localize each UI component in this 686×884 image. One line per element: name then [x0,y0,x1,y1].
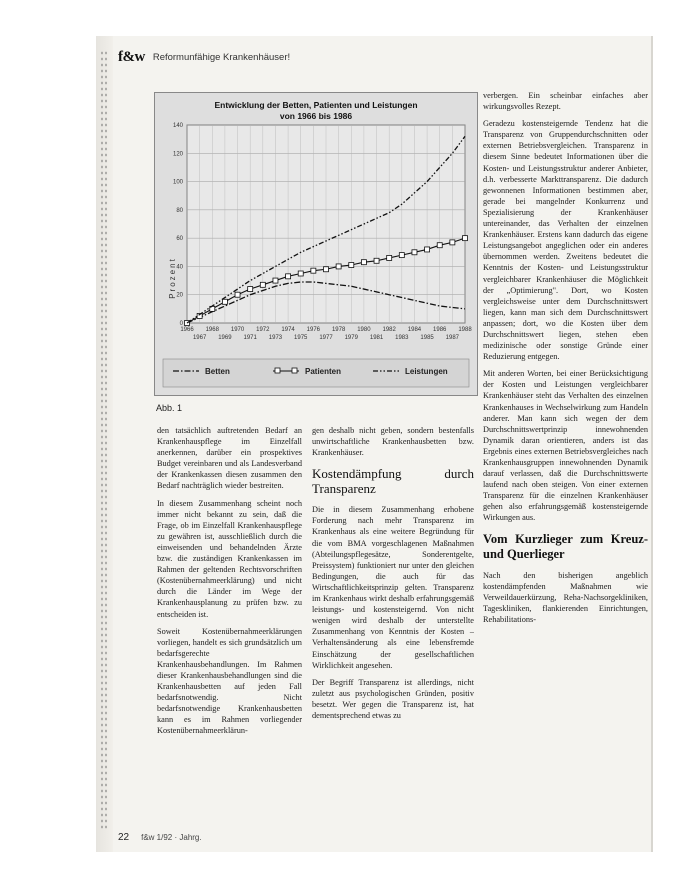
data-point-patienten [222,299,227,304]
y-tick-label: 120 [172,151,183,158]
chart-title: Entwicklung der Betten, Patienten und Leistungen [214,100,418,110]
data-point-patienten [273,278,278,283]
paragraph: Geradezu kostensteigernde Tendenz hat die Transparenz von Gruppendurchschnitten oder externen Betriebsvergleichen. Transparenz in diesem Sinne bedeutet Informationen über die Kosten- und Leistungsstruktur anderer Anbieter, d.h. verbesserte Markttransparenz. Die dadurch gewonnenen Informationen bestimmen aber, gerade bei mangelnder Konkurrenz und Spezialisierung der Krankenhäuser untereinander, das Verhalten der einzelnen Krankenhäuser. Erstens kann dadurch das eigene Leistungsangebot angeglichen oder ein anderes übernommen werden. Zweitens bedeutet die Kenntnis der Kosten- und Leistungsstruktur vergleichbarer Krankenhäuser die Möglichkeit der „Optimierung". Dort, wo Kosten vergleichsweise unter dem Durchschnittswert liegen, kann man sich dem Durchschnittswert anpassen; dort, wo die Kosten über dem Durchschnittswert liegen, stehen eben medizinische oder sonstige Gründe einer Reduzierung entgegen. [483,119,648,362]
x-tick-label: 1979 [344,335,358,341]
x-tick-label: 1976 [306,327,321,333]
x-tick-label: 1984 [407,327,422,333]
y-tick-label: 60 [176,236,183,243]
x-tick-label: 1982 [382,327,396,333]
data-point-patienten [450,240,455,245]
paragraph: Der Begriff Transparenz ist allerdings, nicht zuletzt aus psychologischen Gründen, positiv besetzt. Wer gegen die Transparenz ist, hat dementsprechend etwas zu [312,677,474,720]
x-tick-label: 1988 [458,327,472,333]
y-axis-label: Prozent [168,257,177,299]
data-point-patienten [387,255,392,260]
x-tick-label: 1987 [445,335,460,341]
paragraph: verbergen. Ein scheinbar einfaches aber wirkungsvolles Rezept. [483,91,648,112]
paragraph: Soweit Kostenübernahmeerklärungen vorliegen, handelt es sich grundsätzlich um bedarfsgerechte Krankenhausbehandlungen. Im Rahmen dieser Krankenhausbehandlungen sind die Krankenhausbetten auf jeden Fall bedarfsnotwendig. Nicht bedarfsnotwendige Krankenhausbetten kann es im Rahmen vorliegender Kostenübernahmeerklärun- [157,626,302,736]
x-tick-label: 1973 [268,335,283,341]
running-head: Reformunfähige Krankenhäuser! [152,51,291,63]
x-tick-label: 1985 [420,335,434,341]
x-tick-label: 1967 [192,335,207,341]
data-point-patienten [298,271,303,276]
journal-logo: f&w [118,48,145,65]
y-tick-label: 80 [176,207,183,214]
data-point-patienten [311,268,316,273]
data-point-patienten [412,250,417,255]
y-tick-label: 40 [176,264,183,271]
x-tick-label: 1970 [230,327,245,333]
section-heading: Kostendämpfung durch Transparenz [312,466,474,497]
legend-label-leistungen: Leistungen [405,367,448,376]
line-chart [154,92,478,396]
paragraph: gen deshalb nicht geben, sondern bestenfalls unwirtschaftliche Krankenhausbetten bzw. Krankenhäuser. [312,426,474,458]
data-point-patienten [248,287,253,292]
data-point-patienten [235,292,240,297]
x-tick-label: 1969 [218,335,232,341]
paragraph: den tatsächlich auftretenden Bedarf an Krankenhauspflege im Einzelfall anerkennen, darüber ein prospektives Budget vereinbaren und als Landesverband der Krankenkassen diesen zusammen den Bedarf nachträglich wieder bestreiten. [157,426,302,491]
chart-svg [155,93,477,395]
page-number: 22 [118,832,130,843]
paragraph: Mit anderen Worten, bei einer Berücksichtigung der Kosten und Leistungen vergleichbarer Krankenhäuser steht das Verhalten des einzelnen Krankenhauses in Wechselwirkung zum Handeln anderer. Man kann sich wegen der dem Durchschnittswertprinzip innewohnenden Dynamik daran orientieren, anders ist das Ergebnis eines externen Betriebsvergleiches nach Krankenhausgruppen innewohnenden Dynamik darauf verlassen, daß die Durchschnittswerte laufend nach oben steigen. Von einer externen Transparenz für die einzelnen Krankenhäuser gehen also erfahrungsgemäß kostensteigernde Wirkungen aus. [483,369,648,523]
y-tick-label: 0 [179,321,183,327]
data-point-patienten [361,260,366,265]
x-tick-label: 1974 [281,327,295,333]
x-tick-label: 1978 [331,327,346,333]
data-point-patienten [437,243,442,248]
paragraph: Die in diesem Zusammenhang erhobene Forderung nach mehr Transparenz im Krankenhaus als eine weitere Begründung für die vom BMA vorgeschlagenen Maßnahmen (Abteilungspflegesätze, Sonderentgelte, Preissystem) funktioniert nur unter den gleichen Bedingungen, die auch für das Wirtschaftlichkeitsprinzip gelten. Transparenz im Krankenhaus wirkt deshalb erfahrungsgemäß leistungs- und kostensteigernd. Von nicht wenigen wird deshalb der unterstellte Zusammenhang von Kenntnis der Kosten – Verhaltensänderung als eine lebensfremde Einschätzung der gesellschaftlichen Wirklichkeit angesehen. [312,505,474,670]
data-point-patienten [336,264,341,269]
text-column-1 [157,425,302,825]
x-tick-label: 1986 [433,327,447,333]
figure-caption: Abb. 1 [156,403,183,413]
page-footer [118,832,202,843]
x-tick-label: 1980 [357,327,371,333]
x-tick-label: 1977 [319,335,333,341]
y-tick-label: 140 [172,123,183,129]
text-column-3 [483,90,648,840]
y-tick-label: 100 [172,179,183,186]
text-column-2 [312,425,474,825]
x-tick-label: 1968 [205,327,219,333]
data-point-patienten [349,263,354,268]
paragraph: Nach den bisherigen angeblich kostendämpfenden Maßnahmen wie Verweildauerkürzung, Reha-Nachsorgekliniken, Tageskliniken, flankierenden Einrichtungen, Rehabilitations- [483,570,648,624]
binding-margin [100,50,108,830]
legend-marker [275,368,280,373]
y-tick-label: 20 [176,292,183,299]
data-point-patienten [324,267,329,272]
legend-label-patienten: Patienten [305,367,342,376]
page-header [118,47,478,67]
data-point-patienten [286,274,291,279]
data-point-patienten [425,247,430,252]
x-tick-label: 1983 [395,335,409,341]
x-tick-label: 1966 [180,327,194,333]
plot-area [173,123,472,341]
journal-reference: f&w 1/92 · Jahrg. [141,833,202,842]
section-heading: Vom Kurzlieger zum Kreuz- und Querlieger [483,531,648,561]
paragraph: In diesem Zusammenhang scheint noch immer nicht bekannt zu sein, daß die Frage, ob im Einzelfall Krankenhauspflege zu gewähren ist, ausschließlich durch die einweisenden und behandelnden Ärzte bzw. die zuständigen Krankenkassen im Rahmen der geltenden Rechtsvorschriften (Kostenübernahmeerklärung) und nicht durch die Länder im Wege der Krankenhausplanung zu prüfen bzw. zu entscheiden ist. [157,498,302,619]
data-point-patienten [260,282,265,287]
chart-subtitle: von 1966 bis 1986 [279,111,353,121]
data-point-patienten [463,236,468,241]
chart-legend [163,359,469,387]
legend-label-betten: Betten [205,367,230,376]
x-tick-label: 1975 [294,335,308,341]
legend-marker [292,368,297,373]
data-point-patienten [399,253,404,258]
data-point-patienten [374,258,379,263]
x-tick-label: 1971 [243,335,257,341]
x-tick-label: 1972 [256,327,270,333]
x-tick-label: 1981 [369,335,384,341]
